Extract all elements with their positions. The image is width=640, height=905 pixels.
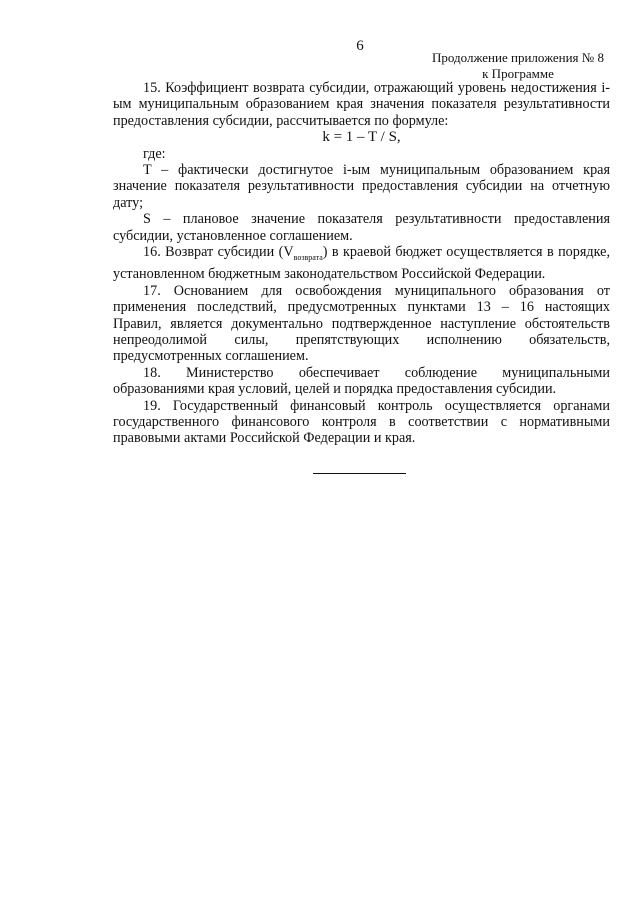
end-divider: [313, 473, 406, 474]
paragraph-15: 15. Коэффициент возврата субсидии, отражающий уровень недостижения i-ым муниципальным образованием края значения показателя результативности предоставления субсидии, рассчитывается по формуле:: [113, 80, 610, 129]
document-body: [113, 80, 610, 447]
appendix-program-label: к Программе: [482, 66, 554, 81]
paragraph-16-subscript: возврата: [293, 252, 323, 262]
page-number: 6: [356, 38, 364, 54]
appendix-continuation-label: Продолжение приложения № 8: [432, 50, 604, 65]
paragraph-18: 18. Министерство обеспечивает соблюдение муниципальными образованиями края условий, целей и порядка предоставления субсидии.: [113, 364, 610, 398]
appendix-header: [428, 50, 608, 82]
s-definition: S – плановое значение показателя результативности предоставления субсидии, установленное соглашением.: [113, 211, 610, 244]
paragraph-19: 19. Государственный финансовый контроль осуществляется органами государственного финансового контроля в соответствии с нормативными правовыми актами Российской Федерации и края.: [113, 397, 610, 447]
paragraph-16: [113, 244, 610, 283]
paragraph-16-start: 16. Возврат субсидии (V: [143, 244, 294, 261]
t-definition: T – фактически достигнутое i-ым муниципальным образованием края значение показателя результативности предоставления субсидии на отчетную дату;: [113, 162, 610, 211]
paragraph-17: 17. Основанием для освобождения муниципального образования от применения последствий, предусмотренных пунктами 13 – 16 настоящих Правил, является документально подтвержденное наступление обстоятельств непреодолимой силы, препятствующих исполнению обязательств, предусмотренных соглашением.: [113, 282, 610, 365]
formula: k = 1 – T / S,: [322, 129, 401, 146]
where-label: где:: [143, 145, 166, 162]
paragraph-16-end: ) в краевой бюджет осуществляется в порядке, установленном бюджетным законодательством Российской Федерации.: [113, 244, 610, 283]
